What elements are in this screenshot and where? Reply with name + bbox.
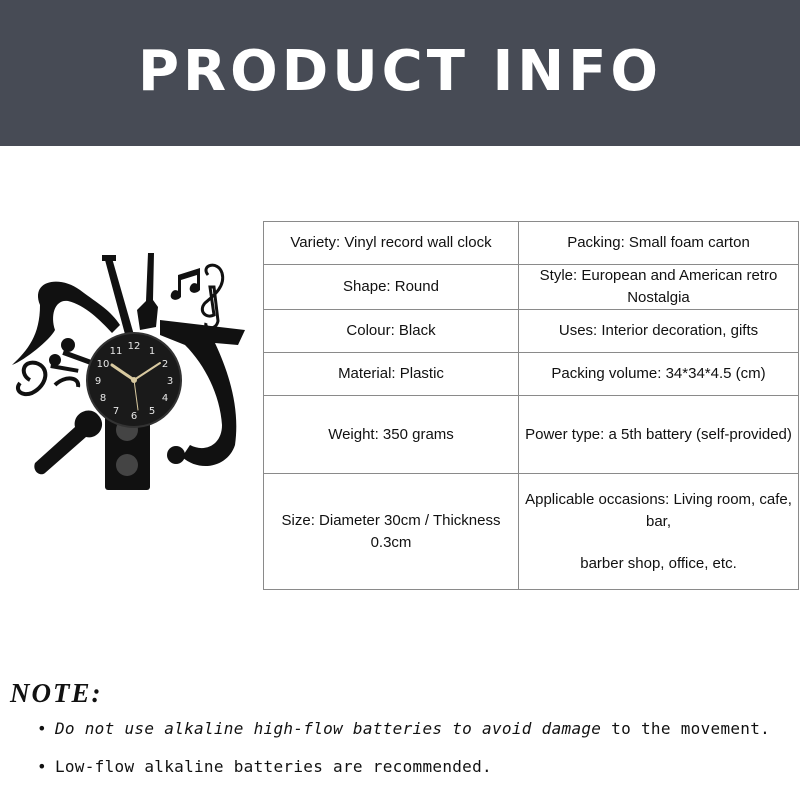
clock-number: 7 xyxy=(112,406,120,417)
clock-number: 12 xyxy=(127,341,141,352)
clock-number: 5 xyxy=(148,406,156,417)
table-row xyxy=(264,474,799,590)
spec-cell: Material: Plastic xyxy=(264,353,519,396)
spec-cell-line: Applicable occasions: Living room, cafe, bar, xyxy=(525,490,792,530)
spec-cell xyxy=(519,474,799,590)
clock-number: 10 xyxy=(96,359,110,370)
clock-number: 6 xyxy=(130,411,138,422)
banner-title: PRODUCT INFO xyxy=(137,38,663,104)
clock-number: 8 xyxy=(99,393,107,404)
spec-cell: Packing: Small foam carton xyxy=(519,222,799,265)
header-banner xyxy=(0,0,800,146)
specs-table xyxy=(263,221,799,590)
clock-number: 9 xyxy=(94,376,102,387)
vinyl-clock-image xyxy=(0,235,260,505)
spec-cell: Style: European and American retro Nostalgia xyxy=(519,265,799,310)
spec-cell: Variety: Vinyl record wall clock xyxy=(264,222,519,265)
spec-cell: Power type: a 5th battery (self-provided) xyxy=(519,396,799,474)
note-text: Low-flow alkaline batteries are recommended. xyxy=(54,757,492,776)
bullet-icon: • xyxy=(37,757,47,776)
spec-cell: Size: Diameter 30cm / Thickness 0.3cm xyxy=(264,474,519,590)
clock-number: 1 xyxy=(148,346,156,357)
table-row xyxy=(264,265,799,310)
spec-cell: Weight: 350 grams xyxy=(264,396,519,474)
clock-number: 11 xyxy=(109,346,123,357)
spec-cell: Uses: Interior decoration, gifts xyxy=(519,310,799,353)
note-text: to the movement. xyxy=(601,719,771,738)
note-text-emphasis: Do not use alkaline high-flow batteries to avoid damage xyxy=(54,719,602,738)
clock-number: 3 xyxy=(166,376,174,387)
spec-cell: Shape: Round xyxy=(264,265,519,310)
clock-number: 2 xyxy=(161,359,169,370)
bullet-icon: • xyxy=(37,719,47,738)
spec-cell: Packing volume: 34*34*4.5 (cm) xyxy=(519,353,799,396)
note-item xyxy=(37,719,770,738)
table-row xyxy=(264,310,799,353)
table-row xyxy=(264,353,799,396)
spec-cell: Colour: Black xyxy=(264,310,519,353)
table-row xyxy=(264,222,799,265)
note-title: NOTE: xyxy=(10,678,103,708)
table-row xyxy=(264,396,799,474)
spec-cell-line: barber shop, office, etc. xyxy=(580,554,737,572)
note-item xyxy=(37,757,492,776)
clock-number: 4 xyxy=(161,393,169,404)
